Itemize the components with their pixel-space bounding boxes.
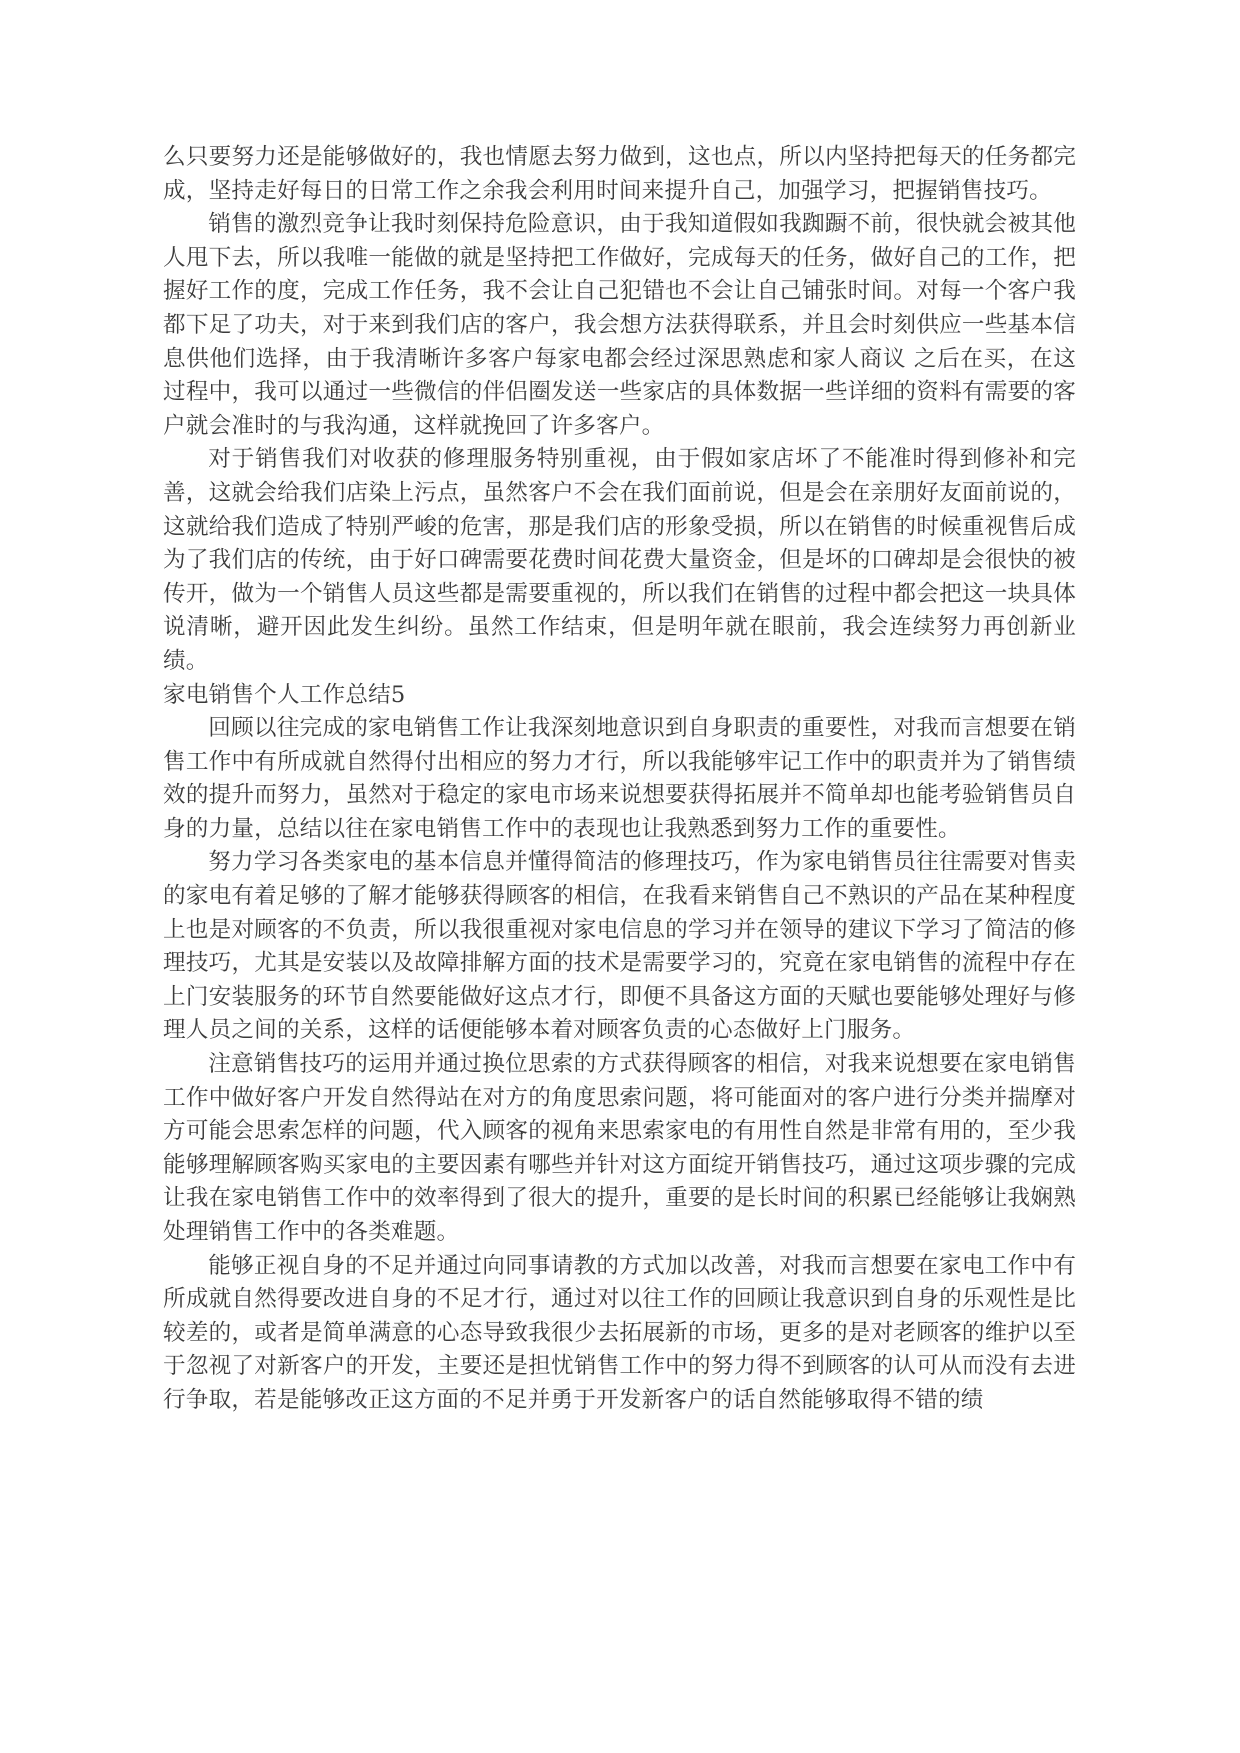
paragraph-learning-repair-skills: 努力学习各类家电的基本信息并懂得简洁的修理技巧，作为家电销售员往往需要对售卖的家电有着足够的了解才能够获得顾客的相信，在我看来销售自己不熟识的产品在某种程度上也是对顾客的不负责，所以我很重视对家电信息的学习并在领导的建议下学习了简洁的修理技巧，尤其是安装以及故障排解方面的技术是需要学习的，究竟在家电销售的流程中存在上门安装服务的环节自然要能做好这点才行，即便不具备这方面的天赋也要能够处理好与修理人员之间的关系，这样的话便能够本着对顾客负责的心态做好上门服务。 [163, 849, 1076, 1044]
paragraph-continuation: 么只要努力还是能够做好的，我也情愿去努力做到，这也点，所以内坚持把每天的任务都完成，坚持走好每日的日常工作之余我会利用时间来提升自己，加强学习，把握销售技巧。 [163, 144, 1076, 204]
paragraph-after-sales-service: 对于销售我们对收获的修理服务特别重视，由于假如家店坏了不能准时得到修补和完善，这就会给我们店染上污点，虽然客户不会在我们面前说，但是会在亲朋好友面前说的，这就给我们造成了特别严峻的危害，那是我们店的形象受损，所以在销售的时候重视售后成为了我们店的传统，由于好口碑需要花费时间花费大量资金，但是坏的口碑却是会很快的被传开，做为一个销售人员这些都是需要重视的，所以我们在销售的过程中都会把这一块具体说清晰，避开因此发生纠纷。虽然工作结束，但是明年就在眼前，我会连续努力再创新业绩。 [163, 446, 1076, 674]
paragraph-self-improvement: 能够正视自身的不足并通过向同事请教的方式加以改善，对我而言想要在家电工作中有所成就自然得要改进自身的不足才行，通过对以往工作的回顾让我意识到自身的乐观性是比较差的，或者是简单满意的心态导致我很少去拓展新的市场，更多的是对老顾客的维护以至于忽视了对新客户的开发，主要还是担忧销售工作中的努力得不到顾客的认可从而没有去进行争取，若是能够改正这方面的不足并勇于开发新客户的话自然能够取得不错的绩 [163, 1252, 1076, 1413]
section-heading: 家电销售个人工作总结5 [163, 681, 406, 708]
paragraph-sales-competition: 销售的激烈竞争让我时刻保持危险意识，由于我知道假如我踟蹰不前，很快就会被其他人甩下去，所以我唯一能做的就是坚持把工作做好，完成每天的任务，做好自己的工作，把握好工作的度，完成工作任务，我不会让自己犯错也不会让自己铺张时间。对每一个客户我都下足了功夫，对于来到我们店的客户，我会想方法获得联系，并且会时刻供应一些基本信息供他们选择，由于我清晰许多客户每家电都会经过深思熟虑和家人商议 之后在买，在这过程中，我可以通过一些微信的伴侣圈发送一些家店的具体数据一些详细的资料有需要的客户就会准时的与我沟通，这样就挽回了许多客户。 [163, 211, 1076, 439]
paragraph-review-responsibility: 回顾以往完成的家电销售工作让我深刻地意识到自身职责的重要性，对我而言想要在销售工作中有所成就自然得付出相应的努力才行，所以我能够牢记工作中的职责并为了销售绩效的提升而努力，虽然对于稳定的家电市场来说想要获得拓展并不简单却也能考验销售员自身的力量，总结以往在家电销售工作中的表现也让我熟悉到努力工作的重要性。 [163, 715, 1076, 842]
paragraph-sales-technique: 注意销售技巧的运用并通过换位思索的方式获得顾客的相信，对我来说想要在家电销售工作中做好客户开发自然得站在对方的角度思索问题，将可能面对的客户进行分类并揣摩对方可能会思索怎样的问题，代入顾客的视角来思索家电的有用性自然是非常有用的，至少我能够理解顾客购买家电的主要因素有哪些并针对这方面绽开销售技巧，通过这项步骤的完成让我在家电销售工作中的效率得到了很大的提升，重要的是长时间的积累已经能够让我娴熟处理销售工作中的各类难题。 [163, 1051, 1076, 1245]
